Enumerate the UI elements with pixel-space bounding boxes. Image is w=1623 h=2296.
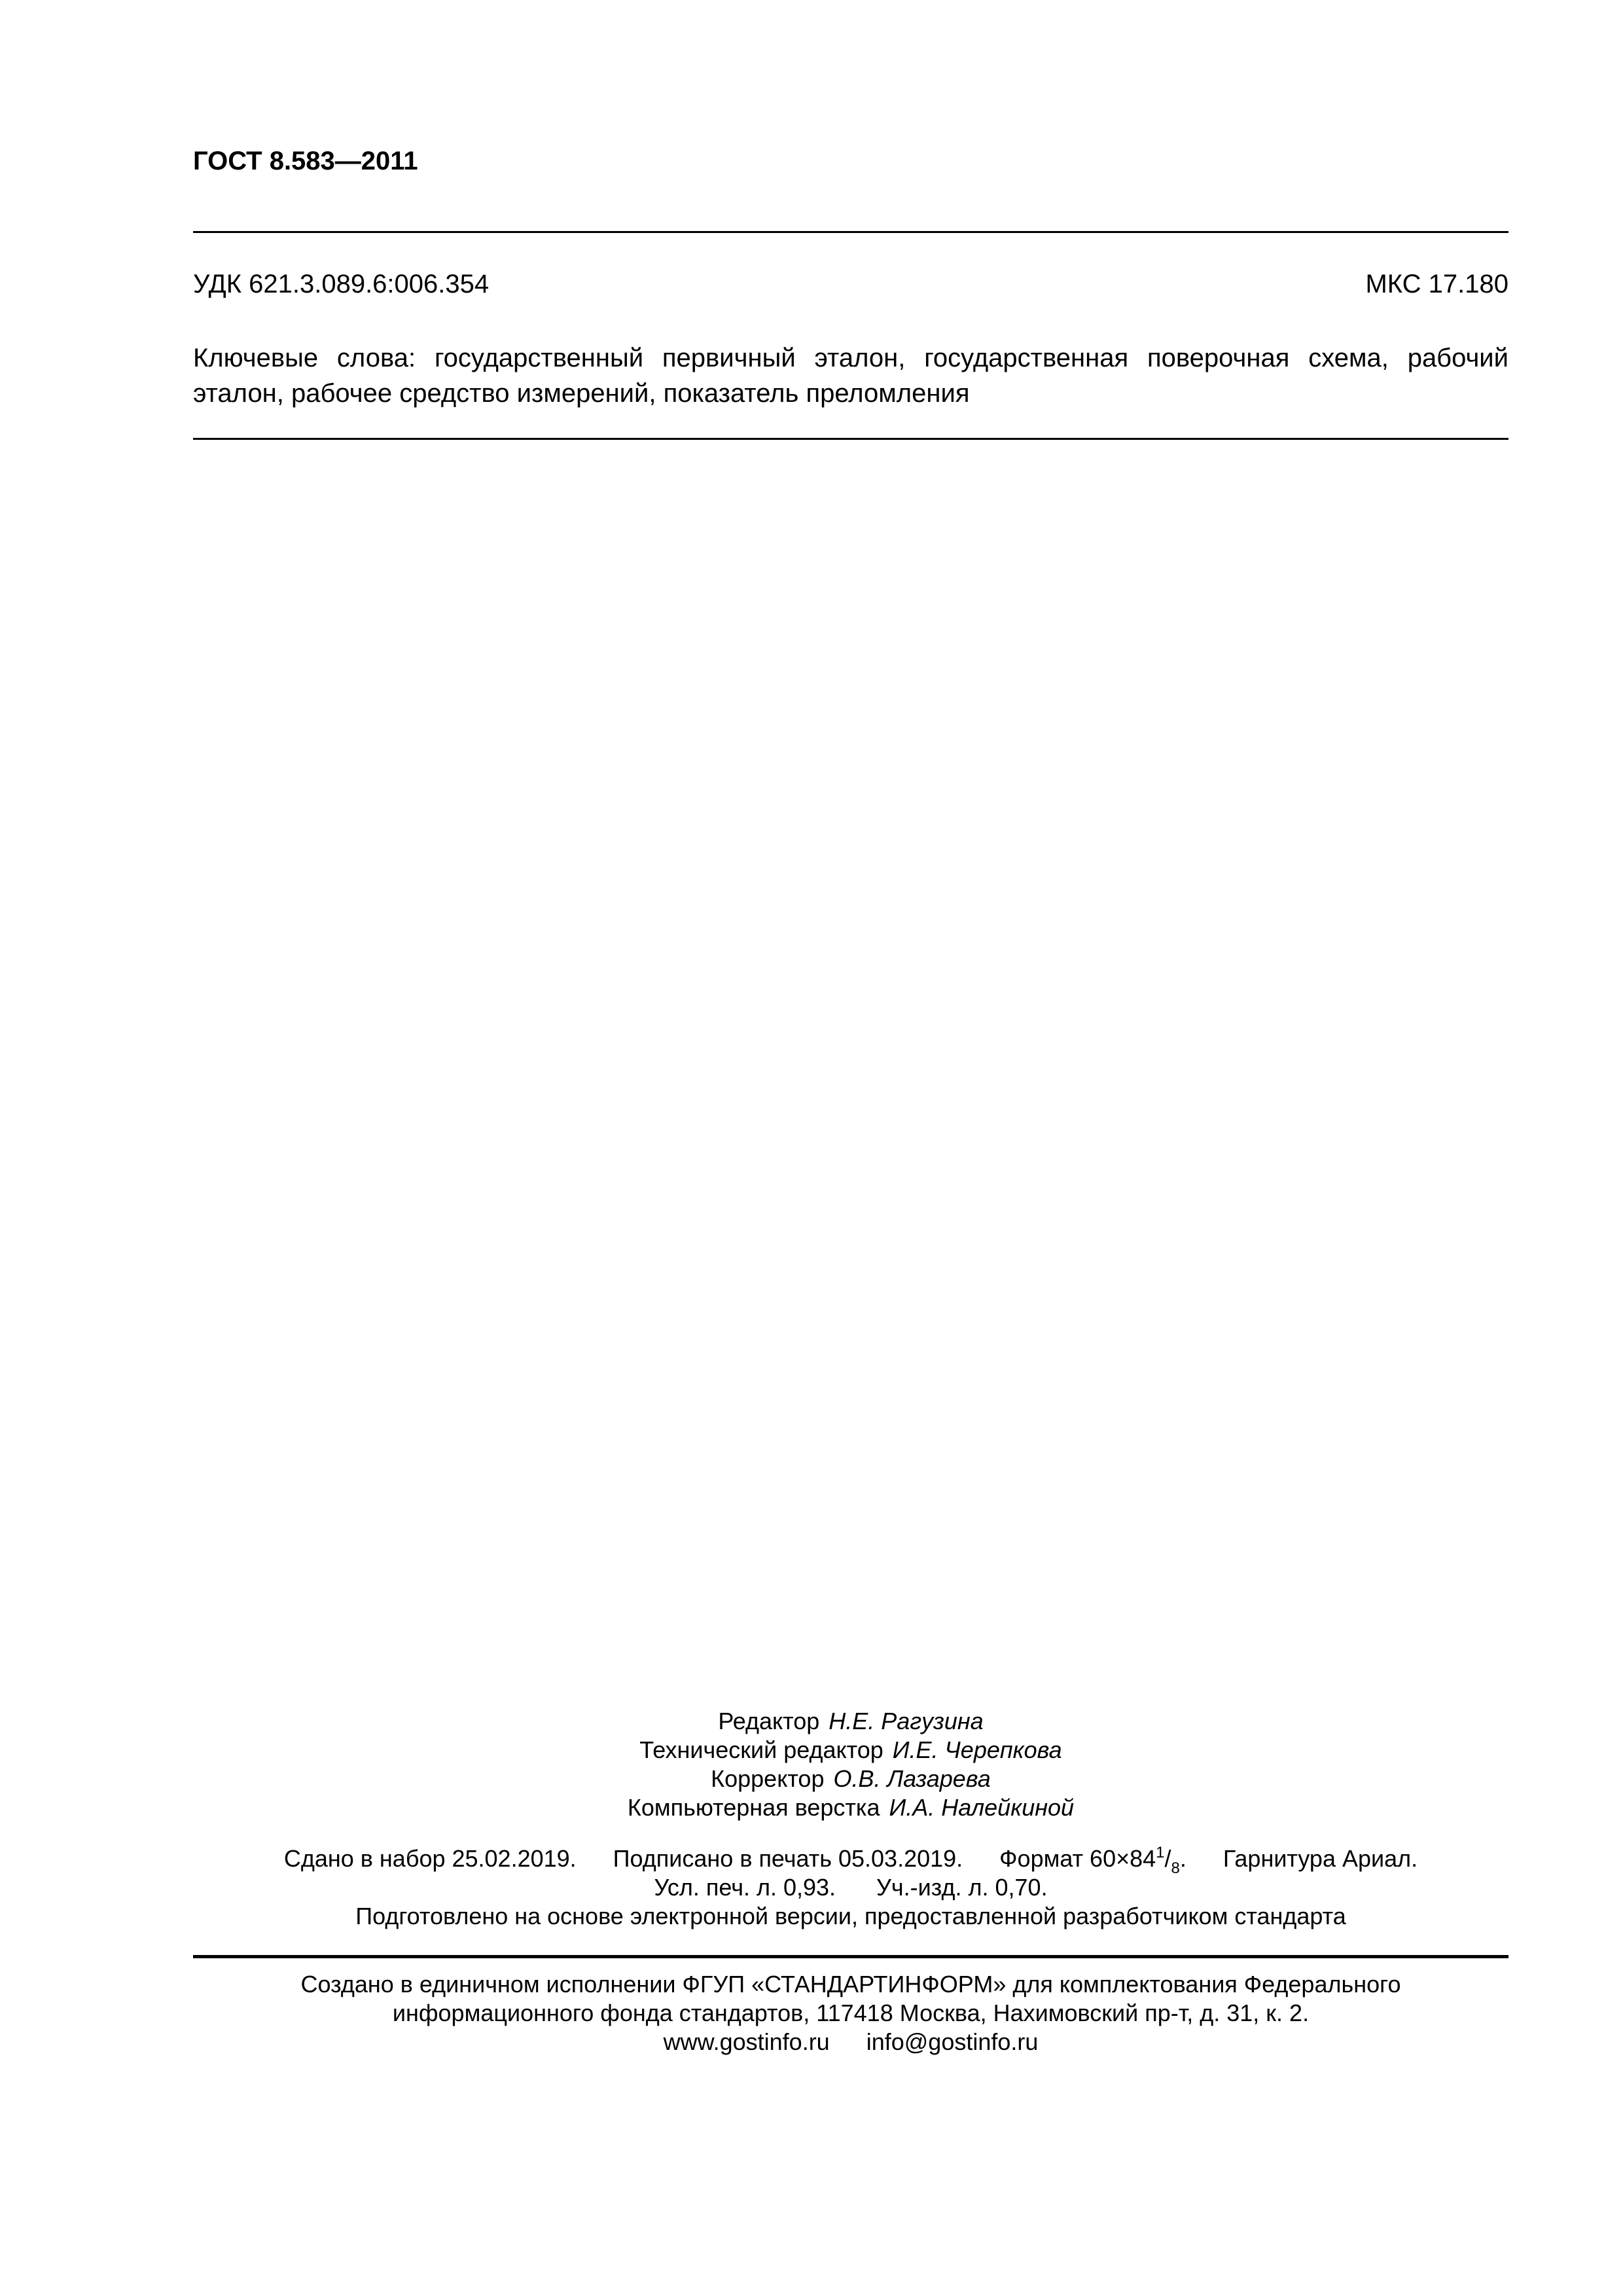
imprint-divider — [193, 1955, 1508, 1958]
publication-info — [193, 1844, 1508, 1931]
sent-to-set: Сдано в набор 25.02.2019. — [283, 1845, 577, 1872]
corrector-name: О.В. Лазарева — [833, 1765, 991, 1792]
layout-label: Компьютерная верстка — [627, 1794, 880, 1821]
editor-label: Редактор — [718, 1708, 820, 1734]
signed-to-print: Подписано в печать 05.03.2019. — [613, 1845, 963, 1872]
corrector-label: Корректор — [711, 1765, 825, 1792]
email-link[interactable]: info@gostinfo.ru — [866, 2028, 1039, 2055]
staff-credits — [193, 1707, 1508, 1822]
layout-name: И.А. Налейкиной — [889, 1794, 1075, 1821]
tech-editor-label: Технический редактор — [639, 1736, 883, 1763]
imprint-contacts — [193, 2028, 1508, 2056]
imprint-line-2: информационного фонда стандартов, 117418 Москва, Нахимовский пр-т, д. 31, к. 2. — [392, 2000, 1310, 2026]
imprint-line-1: Создано в единичном исполнении ФГУП «СТАНДАРТИНФОРМ» для комплектования Федерального — [300, 1971, 1401, 1998]
classification-row — [193, 271, 1508, 297]
standard-code: ГОСТ 8.583—2011 — [193, 147, 418, 175]
tech-editor-name: И.Е. Черепкова — [892, 1736, 1062, 1763]
website-link[interactable]: www.gostinfo.ru — [663, 2028, 830, 2055]
sheets-row — [193, 1873, 1508, 1902]
keywords-divider — [193, 438, 1508, 440]
typeface: Гарнитура Ариал. — [1222, 1845, 1418, 1872]
paper-format: Формат $60\times 84^1/_8$. — [999, 1844, 1186, 1877]
prepared-note: Подготовлено на основе электронной версии, предоставленной разработчиком стандарта — [355, 1903, 1346, 1929]
layout-credit — [193, 1793, 1508, 1822]
corrector-credit — [193, 1765, 1508, 1793]
imprint-footer — [193, 1970, 1508, 2056]
print-sheets: Усл. печ. л. 0,93. — [654, 1874, 836, 1901]
udk-code: УДК 621.3.089.6:006.354 — [193, 270, 490, 298]
publisher-sheets: Уч.-изд. л. 0,70. — [876, 1874, 1048, 1901]
editor-credit — [193, 1707, 1508, 1736]
editor-name: Н.Е. Рагузина — [829, 1708, 984, 1734]
keywords-paragraph: Ключевые слова: государственный первичный эталон, государственная поверочная схема, рабочий эталон, рабочее средство измерений, показатель преломления — [193, 344, 1508, 408]
publication-dates-row — [193, 1844, 1508, 1877]
tech-editor-credit — [193, 1736, 1508, 1765]
top-divider — [193, 231, 1508, 233]
mks-code: МКС 17.180 — [1365, 270, 1508, 298]
